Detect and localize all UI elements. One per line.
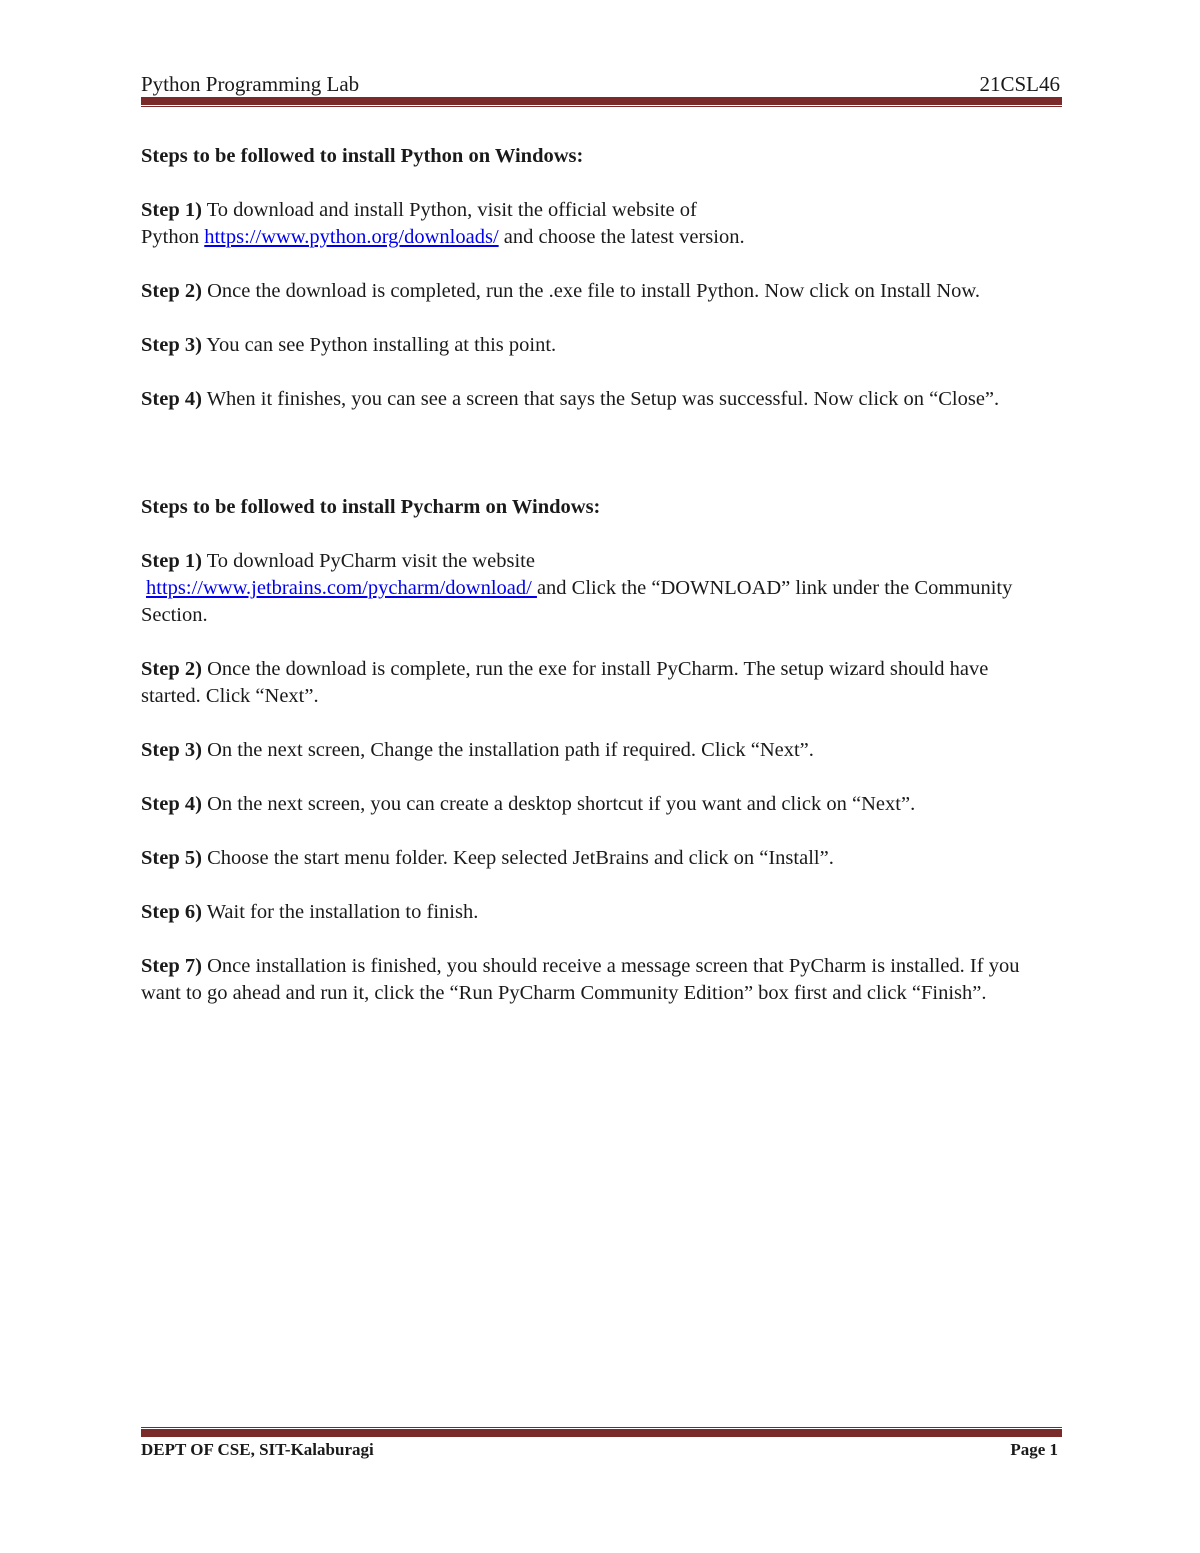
page-header xyxy=(141,70,1060,100)
pycharm-step-1 xyxy=(141,548,1031,629)
page-footer xyxy=(141,1440,1058,1466)
step-text: You can see Python installing at this point. xyxy=(201,334,557,356)
step-text: Once installation is finished, you should receive a message screen that PyCharm is installed. If you want to go ahead and run it, click the “Run PyCharm Community Edition” box first and click “Finish”. xyxy=(141,955,1020,1004)
footer-rule xyxy=(141,1429,1062,1437)
step-text: and choose the latest version. xyxy=(498,226,745,248)
header-rule xyxy=(141,97,1062,105)
step-label: Step 7) xyxy=(141,955,202,977)
step-label: Step 4) xyxy=(141,793,202,815)
python-step-3 xyxy=(141,332,1056,359)
step-text: Choose the start menu folder. Keep selected JetBrains and click on “Install”. xyxy=(201,847,834,869)
header-title: Python Programming Lab xyxy=(141,72,360,96)
python-section-heading: Steps to be followed to install Python on Windows: xyxy=(141,145,584,167)
step-text: On the next screen, you can create a desktop shortcut if you want and click on “Next”. xyxy=(201,793,916,815)
page-body xyxy=(141,143,1056,1007)
python-step-1 xyxy=(141,197,1056,251)
pycharm-step-7 xyxy=(141,953,1046,1007)
step-label: Step 2) xyxy=(141,658,202,680)
step-label: Step 1) xyxy=(141,199,202,221)
footer-dept: DEPT OF CSE, SIT-Kalaburagi xyxy=(141,1440,374,1459)
pycharm-step-4 xyxy=(141,791,1056,818)
pycharm-section-heading: Steps to be followed to install Pycharm on Windows: xyxy=(141,496,601,518)
step-text: When it finishes, you can see a screen that says the Setup was successful. Now click on “Close”. xyxy=(201,388,1000,410)
step-label: Step 4) xyxy=(141,388,202,410)
step-text: Python xyxy=(141,226,205,248)
step-text: and Click the “DOWNLOAD” link under the Community Section. xyxy=(141,577,1013,626)
step-label: Step 5) xyxy=(141,847,202,869)
step-text: Wait for the installation to finish. xyxy=(201,901,479,923)
step-text: To download PyCharm visit the website xyxy=(201,550,535,572)
step-label: Step 2) xyxy=(141,280,202,302)
step-label: Step 3) xyxy=(141,334,202,356)
python-step-4 xyxy=(141,386,1041,413)
pycharm-step-6 xyxy=(141,899,1056,926)
header-rule-thin xyxy=(141,106,1062,107)
page-number: Page 1 xyxy=(1010,1440,1058,1459)
pycharm-step-5 xyxy=(141,845,1056,872)
step-text: On the next screen, Change the installation path if required. Click “Next”. xyxy=(201,739,814,761)
pycharm-step-2 xyxy=(141,656,1011,710)
pycharm-download-link[interactable]: https://www.jetbrains.com/pycharm/download/ xyxy=(146,577,537,599)
header-course-code: 21CSL46 xyxy=(979,72,1060,96)
python-step-2 xyxy=(141,278,1056,305)
step-text: Once the download is complete, run the exe for install PyCharm. The setup wizard should have started. Click “Next”. xyxy=(141,658,989,707)
step-text: Once the download is completed, run the .exe file to install Python. Now click on Install Now. xyxy=(201,280,981,302)
step-label: Step 6) xyxy=(141,901,202,923)
step-label: Step 1) xyxy=(141,550,202,572)
footer-rule-thin xyxy=(141,1427,1062,1428)
pycharm-step-3 xyxy=(141,737,1056,764)
step-text: To download and install Python, visit the official website of xyxy=(201,199,697,221)
step-label: Step 3) xyxy=(141,739,202,761)
python-download-link[interactable]: https://www.python.org/downloads/ xyxy=(204,226,499,248)
